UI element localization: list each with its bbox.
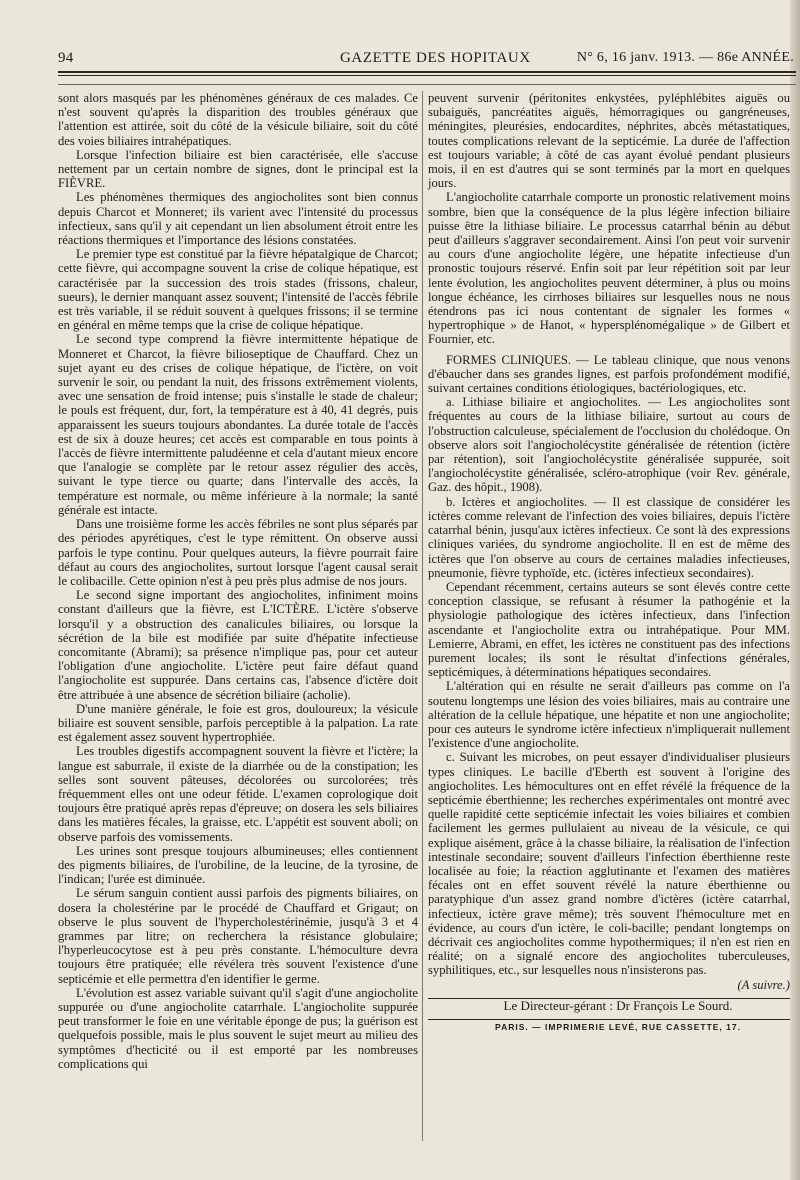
paragraph: b. Ictères et angiocholites. — Il est classique de considérer les ictères comme relevant de l'infection des voies biliaires, depuis l'ictère catarrhal bénin, jusqu'aux ictères infectieux. Ce sont là des expressions cliniques variées, du syndrome angiocholite. Il en est de même des ictères que l'on observe au cours de certaines maladies infectieuses, pneumonie, fièvre typhoïde, etc. (ictères infectieux secondaires). (428, 494, 790, 580)
paragraph: a. Lithiase biliaire et angiocholites. — Les angiocholites sont fréquentes au cours de la lithiase biliaire, surtout au cours de l'obstruction calculeuse, spécialement de l'occlusion du cholédoque. On observe alors soit l'angiocholécystite généralisée de rétention (ictère par rétention), soit l'angiocholécystite généralisée suppurée, soit l'angiocholécystite généralisée, scléro-atrophique (voir Rev. générale, Gaz. des hôpit., 1908). (428, 395, 790, 495)
running-header (58, 48, 794, 70)
paragraph: Les phénomènes thermiques des angiocholites sont bien connus depuis Charcot et Monneret; ils varient avec l'intensité du processus infectieux, sans qu'il y ait cependant un lien absolument étroit entre les réactions thermiques et l'importance des lésions constatées. (58, 190, 418, 248)
journal-title: GAZETTE DES HOPITAUX (340, 50, 531, 66)
paragraph: Les urines sont presque toujours albumineuses; elles contiennent des pigments biliaires, de l'urobiline, de la leucine, de la tyrosine, de l'indican; l'urée est diminuée. (58, 843, 418, 887)
paragraph: Cependant récemment, certains auteurs se sont élevés contre cette conception classique, se refusant à résumer la pathogénie et la physiologie pathologique des ictères infectieux, dans l'infection ascendante et l'angiocholite extra ou intrahépatique. Pour MM. Lemierre, Abrami, en effet, les ictères ne constituent pas des infections purement locales; ils sont le résultat d'infections générales, septicémiques, à déterminations hépatiques secondaires. (428, 579, 790, 680)
paragraph: L'angiocholite catarrhale comporte un pronostic relativement moins sombre, bien que la conséquence de la plus légère infection biliaire puisse être la lithiase biliaire. Le processus catarrhal bénin au début peut d'ailleurs s'aggraver secondairement. Ainsi l'on peut voir survenir au cours d'une angiocholite légère, une hépatite infectieuse d'un pronostic toujours réservé. Enfin soit par leur répétition soit par leur lente évolution, les angiocholites peuvent déterminer, à plus ou moins longue échéance, les cirrhoses biliaires sur lesquelles nous ne nous étendrons pas ici nous contentant de signaler les formes « hypertrophique » de Hanot, « hypersplénomégalique » de Gilbert et Fournier, etc. (428, 190, 790, 347)
paragraph: FORMES CLINIQUES. — Le tableau clinique, que nous venons d'ébaucher dans ses grandes lignes, est parfois profondément modifié, suivant certaines conditions étiologiques, bactériologiques, etc. (428, 352, 790, 396)
paragraph: c. Suivant les microbes, on peut essayer d'individualiser plusieurs types cliniques. Le bacille d'Eberth est souvent à l'origine des angiocholites. Les hémocultures ont en effet révélé la fréquence de la septicémie éberthienne; les recherches expérimentales ont montré avec quelle rapidité cette septicémie infectait les voies biliaires et combien facilement les germes pullulaient au niveau de la vésicule, ce qui explique aisément, grâce à la chasse biliaire, la réalisation de l'infection intestinale secondaire; souvent d'ailleurs l'infection éberthienne reste localisée au foie; la réaction agglutinante et l'examen des matières fécales ont en effet souvent révélé la nature éberthienne ou paratyphique d'un assez grand nombre d'ictères (ictère catarrhal, infectieux, ictère grave même); très souvent l'hémoculture met en évidence, au cours d'un ictère, le coli-bacille; pendant longtemps on décrivait ces angiocholites comme hypothermiques; il n'en est rien en réalité; on a signalé encore des angiocholites tuberculeuses, syphilitiques, etc., sur lesquelles nous n'insisterons pas. (428, 750, 790, 978)
paragraph: Le second type comprend la fièvre intermittente hépatique de Monneret et Charcot, la fièvre bilioseptique de Chauffard. Chez un sujet ayant eu des crises de colique hépatique, de l'ictère, on voit survenir le soir, ou pendant la nuit, des frissons extrêmement violents, avec une sensation de froid intense; puis s'installe le stade de chaleur; le pouls est fréquent, dur, fort, la température est à 40, 41 degrés, puis apparaissent les sueurs toujours abondantes. La durée totale de l'accès est de six à douze heures; cet accès est comparable en tous points à l'accès de fièvre intermittente paludéenne et cela d'autant mieux encore que l'analogie se complète par le retour assez régulier des accès, suivant le type tierce ou quarte; dans l'intervalle des accès, la température est normale, ou même inférieure à la normale; la santé générale est intacte. (58, 332, 418, 517)
column-divider (422, 91, 423, 1141)
paragraph: sont alors masqués par les phénomènes généraux de ces malades. Ce n'est souvent qu'après la disparition des troubles généraux que l'attention est attirée, soit du côté de la vésicule biliaire, soit du côté des voies biliaires intrahépatiques. (58, 91, 418, 148)
paragraph: Dans une troisième forme les accès fébriles ne sont plus séparés par des périodes apyrétiques, c'est le type rémittent. On observe aussi parfois le type continu. Pour quelques auteurs, la fièvre pourrait faire défaut au cours des angiocholites, surtout lorsque l'agent causal serait le colibacille. Cette opinion n'est à peu près plus admise de nos jours. (58, 517, 418, 588)
paragraph: L'altération qui en résulte ne serait d'ailleurs pas comme on l'a soutenu longtemps une lésion des voies biliaires, mais au contraire une altération de la cellule hépatique, une hépatite et non une angiocholite; pour ces auteurs le syndrome ictère infectieux n'impliquerait nullement l'existence d'une angiocholite. (428, 679, 790, 751)
director-signature: Le Directeur-gérant : Dr François Le Sourd. (503, 997, 733, 1013)
header-rule-thick (58, 71, 796, 73)
header-rule-band (58, 84, 796, 85)
printer-imprint: PARIS. — IMPRIMERIE LEVÉ, RUE CASSETTE, 17. (495, 1022, 741, 1032)
header-rule-thin (58, 75, 796, 76)
paragraph: D'une manière générale, le foie est gros, douloureux; la vésicule biliaire est souvent sensible, parfois perceptible à la palpation. La rate est également assez souvent hypertrophiée. (58, 701, 418, 745)
paragraph: peuvent survenir (péritonites enkystées, pyléphlébites aiguës ou subaiguës, pancréatites aiguës, hémorragiques ou gangréneuses, méningites, pleurésies, endocardites, néphrites, abcès métastatiques, toutes complications relevant de la septicémie. La durée de l'affection est toujours variable; à côté de cas ayant évolué pendant plusieurs mois, il en est d'autres qui se sont terminés par la mort en quelques jours. (428, 91, 790, 191)
paragraph: L'évolution est assez variable suivant qu'il s'agit d'une angiocholite suppurée ou d'une angiocholite catarrhale. L'angiocholite suppurée peut transformer le foie en une véritable éponge de pus; la guérison est quelquefois possible, mais le plus souvent le sujet meurt au milieu des symptômes d'hecticité ou il est emporté par les nombreuses complications qui (58, 985, 418, 1071)
right-column (428, 91, 790, 1141)
page-number: 94 (58, 50, 74, 66)
paragraph: Le second signe important des angiocholites, infiniment moins constant d'ailleurs que la fièvre, est L'ICTÈRE. L'ictère s'observe lorsqu'il y a obstruction des canalicules biliaires, ou lorsque la sécrétion de la bile est modifiée par suite d'hépatite infectieuse concomitante (Abrami); sa présence n'implique pas, pour cet auteur l'obligation d'une angiocholite. L'ictère peut faire défaut quand l'angiocholite est suppurée. Dans certains cas, l'absence d'ictère doit être attribuée à une absence de sécrétion biliaire (acholie). (58, 588, 418, 702)
issue-info: N° 6, 16 janv. 1913. — 86e ANNÉE. (576, 50, 794, 65)
left-column (58, 91, 418, 1121)
paragraph: Le premier type est constitué par la fièvre hépatalgique de Charcot; cette fièvre, qui accompagne souvent la crise de colique hépatique, est caractérisée par la succession des trois stades (frissons, chaleur, sueurs), le dernier manquant assez souvent; l'intensité de l'accès fébrile est très variable, il se réduit souvent à quelques frissons; il se termine en général en même temps que la crise de colique hépatique. (58, 247, 418, 333)
paragraph: Les troubles digestifs accompagnent souvent la fièvre et l'ictère; la langue est saburrale, il existe de la diarrhée ou de la constipation; les selles sont souvent pâteuses, décolorées ou surcolorées; très fréquemment elles ont une odeur fétide. L'examen coprologique doit toujours être pratiqué après repas d'épreuve; on dosera les sels biliaires dans les matières fécales, la graisse, etc. L'appétit est souvent aboli; on observe parfois des vomissements. (58, 744, 418, 844)
paragraph: Le sérum sanguin contient aussi parfois des pigments biliaires, on dosera la cholestérine par le procédé de Chauffard et Grigaut; on observe le plus souvent de l'hypercholestérinémie, jusqu'à 3 et 4 grammes par litre; on recherchera la résistance globulaire; l'hyperleucocytose est à peu près constante. L'hémoculture devra toujours être pratiquée; elle révélera très souvent l'existence d'une septicémie et elle permettra d'en identifier le germe. (58, 886, 418, 986)
page-edge-shadow (790, 0, 800, 1180)
to-be-continued: (A suivre.) (737, 977, 790, 992)
paragraph: Lorsque l'infection biliaire est bien caractérisée, elle s'accuse nettement par un certain nombre de signes, dont le principal est la FIÈVRE. (58, 147, 418, 191)
